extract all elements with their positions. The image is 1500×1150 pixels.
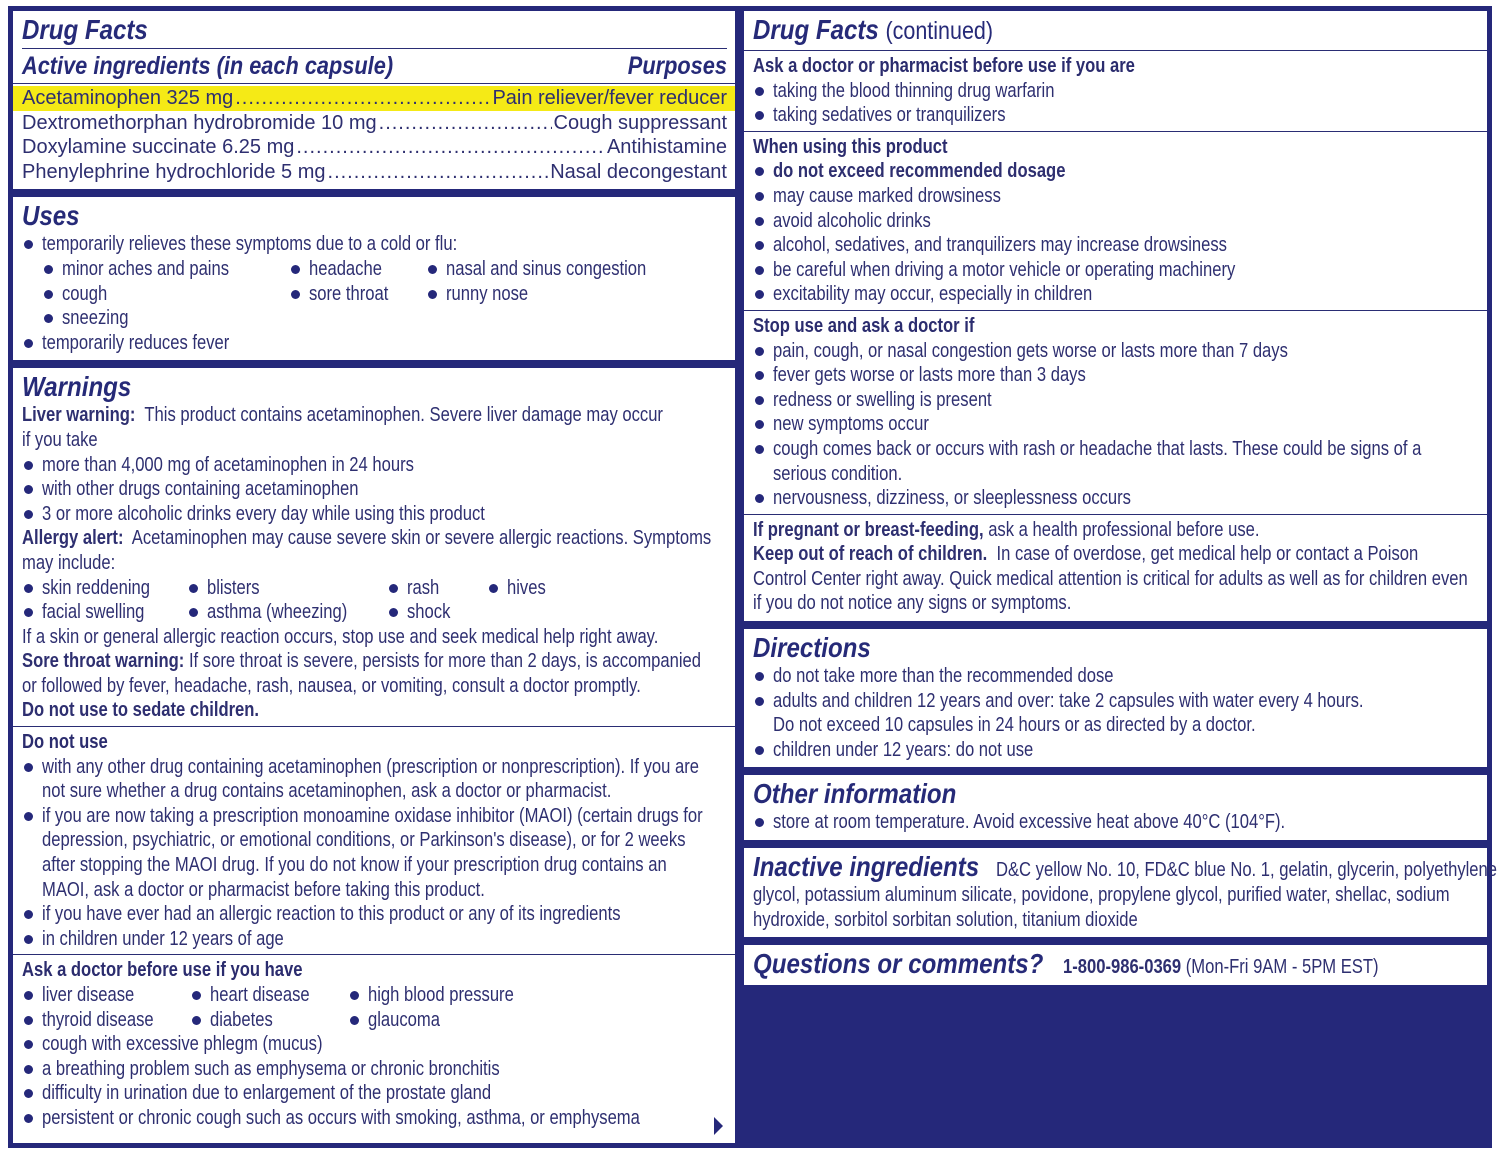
list-item: do not take more than the recommended dose [753,664,1479,689]
list-item: temporarily relieves these symptoms due to a cold or flu: [22,232,727,257]
list-item: blisters [187,576,387,601]
inactive-ingredients-panel: Inactive ingredients D&C yellow No. 10, FD&C blue No. 1, gelatin, glycerin, polyethylene glycol, potassium aluminum silicate, povidone, propylene glycol, purified water, shellac, sodium hydroxide, sorbitol sorbitan solution, titanium dioxide [744,848,1487,937]
list-item: children under 12 years: do not use [753,738,1479,763]
ingredient-row [22,135,727,160]
list-item: with any other drug containing acetaminophen (prescription or nonprescription). If you are not sure whether a drug contains acetaminophen, ask a doctor or pharmacist. [22,755,727,804]
keep-out-of-reach: Keep out of reach of children. In case of overdose, get medical help or contact a Poison [753,543,1419,566]
active-ingredients-heading: Active ingredients (in each capsule) [22,52,394,80]
list-item: store at room temperature. Avoid excessive heat above 40°C (104°F). [753,810,1479,835]
other-information-title: Other information [753,778,957,810]
list-item: shock [387,600,487,625]
inactive-ingredients-title: Inactive ingredients [753,851,980,883]
list-item: facial swelling [22,600,187,625]
list-item: more than 4,000 mg of acetaminophen in 24 hours [22,453,727,478]
list-item: avoid alcoholic drinks [753,209,1479,234]
drug-facts-continued-title: Drug Facts (continued) [753,14,994,45]
directions-title: Directions [753,632,871,664]
ingredient-row [22,111,727,136]
list-item: do not exceed recommended dosage [753,159,1479,184]
list-item: heart disease [190,983,348,1008]
list-item: asthma (wheezing) [187,600,387,625]
left-column [8,6,740,1148]
list-item: hives [487,576,687,601]
ingredient-name: Acetaminophen 325 mg [22,87,234,109]
sedate-warning: Do not use to sedate children. [22,699,260,722]
list-item: taking sedatives or tranquilizers [753,103,1479,128]
list-item: pain, cough, or nasal congestion gets worse or lasts more than 7 days [753,339,1479,364]
list-item: be careful when driving a motor vehicle or operating machinery [753,258,1479,283]
sore-throat-warning: Sore throat warning: If sore throat is severe, persists for more than 2 days, is accompanied [22,650,702,673]
do-not-use-heading: Do not use [22,731,108,754]
stop-use-heading: Stop use and ask a doctor if [753,314,975,337]
list-item: adults and children 12 years and over: take 2 capsules with water every 4 hours. Do not exceed 10 capsules in 24 hours or as directed by a doctor. [753,689,1479,738]
when-using-heading: When using this product [753,135,948,158]
list-item: alcohol, sedatives, and tranquilizers may increase drowsiness [753,233,1479,258]
list-item: 3 or more alcoholic drinks every day while using this product [22,502,727,527]
list-item: a breathing problem such as emphysema or chronic bronchitis [22,1057,727,1082]
ingredient-purpose: Antihistamine [606,136,727,159]
symptoms-grid [22,257,727,331]
right-column [739,6,1497,1148]
list-item: thyroid disease [22,1008,190,1033]
list-item: taking the blood thinning drug warfarin [753,79,1479,104]
list-item: nasal and sinus congestion [426,257,726,282]
list-item: fever gets worse or lasts more than 3 days [753,363,1479,388]
directions-panel [744,629,1487,767]
ingredient-purpose: Nasal decongestant [550,160,727,183]
empty-area [744,993,1487,1143]
list-item: difficulty in urination due to enlargement of the prostate gland [22,1081,727,1106]
purposes-heading: Purposes [627,52,727,80]
list-item: if you have ever had an allergic reaction to this product or any of its ingredients [22,902,727,927]
active-ingredients-header [22,48,727,81]
list-item: high blood pressure [348,983,648,1008]
questions-panel: Questions or comments? 1-800-986-0369 (Mon-Fri 9AM - 5PM EST) [744,945,1487,985]
ingredient-row [22,160,727,185]
other-information-panel [744,775,1487,840]
list-item: excitability may occur, especially in children [753,282,1479,307]
ingredient-purpose: Pain reliever/fever reducer [492,87,727,109]
list-item: cough comes back or occurs with rash or headache that lasts. These could be signs of a serious condition. [753,437,1479,486]
conditions-grid [22,983,727,1032]
uses-title: Uses [22,200,80,232]
ingredient-purpose: Cough suppressant [553,111,727,134]
active-ingredients-panel [13,11,735,189]
list-item: new symptoms occur [753,412,1479,437]
drug-facts-title: Drug Facts [22,14,148,45]
warnings-title: Warnings [22,371,132,403]
questions-title: Questions or comments? [753,948,1044,980]
list-item: in children under 12 years of age [22,927,727,952]
pregnant-warning: If pregnant or breast-feeding, ask a health professional before use. [753,518,1260,541]
list-item: cough with excessive phlegm (mucus) [22,1032,727,1057]
phone-number: 1-800-986-0369 [1062,956,1181,979]
list-item: diabetes [190,1008,348,1033]
list-item: nervousness, dizziness, or sleeplessness occurs [753,486,1479,511]
list-item: sneezing [42,306,289,331]
list-item: rash [387,576,487,601]
list-item: temporarily reduces fever [22,331,727,356]
ingredient-name: Phenylephrine hydrochloride 5 mg [22,160,326,183]
uses-panel [13,197,735,360]
continued-panel: Drug Facts (continued) Ask a doctor or pharmacist before use if you are taking the blood thinning drug warfarin taking sedatives or tranquilizers When using this product do not exceed recommended dosage may cause marked drowsiness avoid alcoholic drinks alcohol, sedatives, and tranquilizers may increase drowsiness be careful when driving a motor vehicle or operating machinery excitability may occur, especially in children Stop use and ask a doctor if pain, cough, or nasal congestion gets worse or lasts more than 7 days fever gets worse or lasts more than 3 days redness or swelling is present new symptoms occur cough comes back or occurs with rash or headache that lasts. These could be signs of a serious condition. nervousness, dizziness, or sleeplessness occurs If pregnant or breast-feeding, ask a health professional before use. Keep out of reach of children. In case of overdose, get medical help or contact a Poison Control Center right away. Quick medical attention is critical for adults as well as for children even if you do not notice any signs or symptoms. [744,11,1487,621]
list-item: with other drugs containing acetaminophen [22,477,727,502]
list-item: runny nose [426,282,726,307]
list-item: skin reddening [22,576,187,601]
ingredient-row [13,86,735,111]
liver-warning: Liver warning: This product contains acetaminophen. Severe liver damage may occur [22,404,663,427]
allergy-grid [22,576,727,625]
allergy-alert: Allergy alert: Acetaminophen may cause severe skin or severe allergic reactions. Symptoms [22,527,712,550]
warnings-panel: Warnings Liver warning: This product contains acetaminophen. Severe liver damage may occur if you take more than 4,000 mg of acetaminophen in 24 hours with other drugs containing acetaminophen 3 or more alcoholic drinks every day while using this product Allergy alert: Acetaminophen may cause severe skin or severe allergic reactions. Symptoms may include: skin reddening blisters rash hives facial swelling asthma (wheezing) shock If a skin or general allergic reaction occurs, stop use and seek medical help right away. Sore throat warning: If sore throat is severe, persists for more than 2 days, is accompanied or followed by fever, headache, rash, nausea, or vomiting, consult a doctor promptly. Do not use to sedate children. Do not use with any other drug containing acetaminophen (prescription or nonprescription). If you are not sure whether a drug contains acetaminophen, ask a doctor or pharmacist. if you are now taking a prescription monoamine oxidase inhibitor (MAOI) (certain drugs for depression, psychiatric, or emotional conditions, or Parkinson's disease), or for 2 weeks after stopping the MAOI drug. If you do not know if your prescription drug contains an MAOI, ask a doctor or pharmacist before taking this product. if you have ever had an allergic reaction to this product or any of its ingredients in children under 12 years of age Ask a doctor before use if you have liver disease heart disease high blood pressure thyroid disease diabetes glaucoma cough with excessive phlegm (mucus) a breathing problem such as emphysema or chronic bronchitis difficulty in urination due to enlargement of the prostate gland persistent or chronic cough such as occurs with smoking, asthma, or emphysema [13,368,735,1143]
ask-pharmacist-heading: Ask a doctor or pharmacist before use if you are [753,55,1135,77]
list-item: may cause marked drowsiness [753,184,1479,209]
list-item: if you are now taking a prescription monoamine oxidase inhibitor (MAOI) (certain drugs for depression, psychiatric, or emotional conditions, or Parkinson's disease), or for 2 weeks after stopping the MAOI drug. If you do not know if your prescription drug contains an MAOI, ask a doctor or pharmacist before taking this product. [22,804,727,902]
list-item: redness or swelling is present [753,388,1479,413]
continue-arrow-icon [714,1117,723,1135]
ingredient-name: Doxylamine succinate 6.25 mg [22,136,295,159]
list-item: minor aches and pains [42,257,289,282]
list-item: persistent or chronic cough such as occurs with smoking, asthma, or emphysema [22,1106,727,1131]
ask-doctor-heading: Ask a doctor before use if you have [22,959,303,982]
list-item: sore throat [289,282,426,307]
list-item: glaucoma [348,1008,648,1033]
ingredient-name: Dextromethorphan hydrobromide 10 mg [22,111,377,134]
list-item: cough [42,282,289,307]
list-item: headache [289,257,426,282]
list-item: liver disease [22,983,190,1008]
